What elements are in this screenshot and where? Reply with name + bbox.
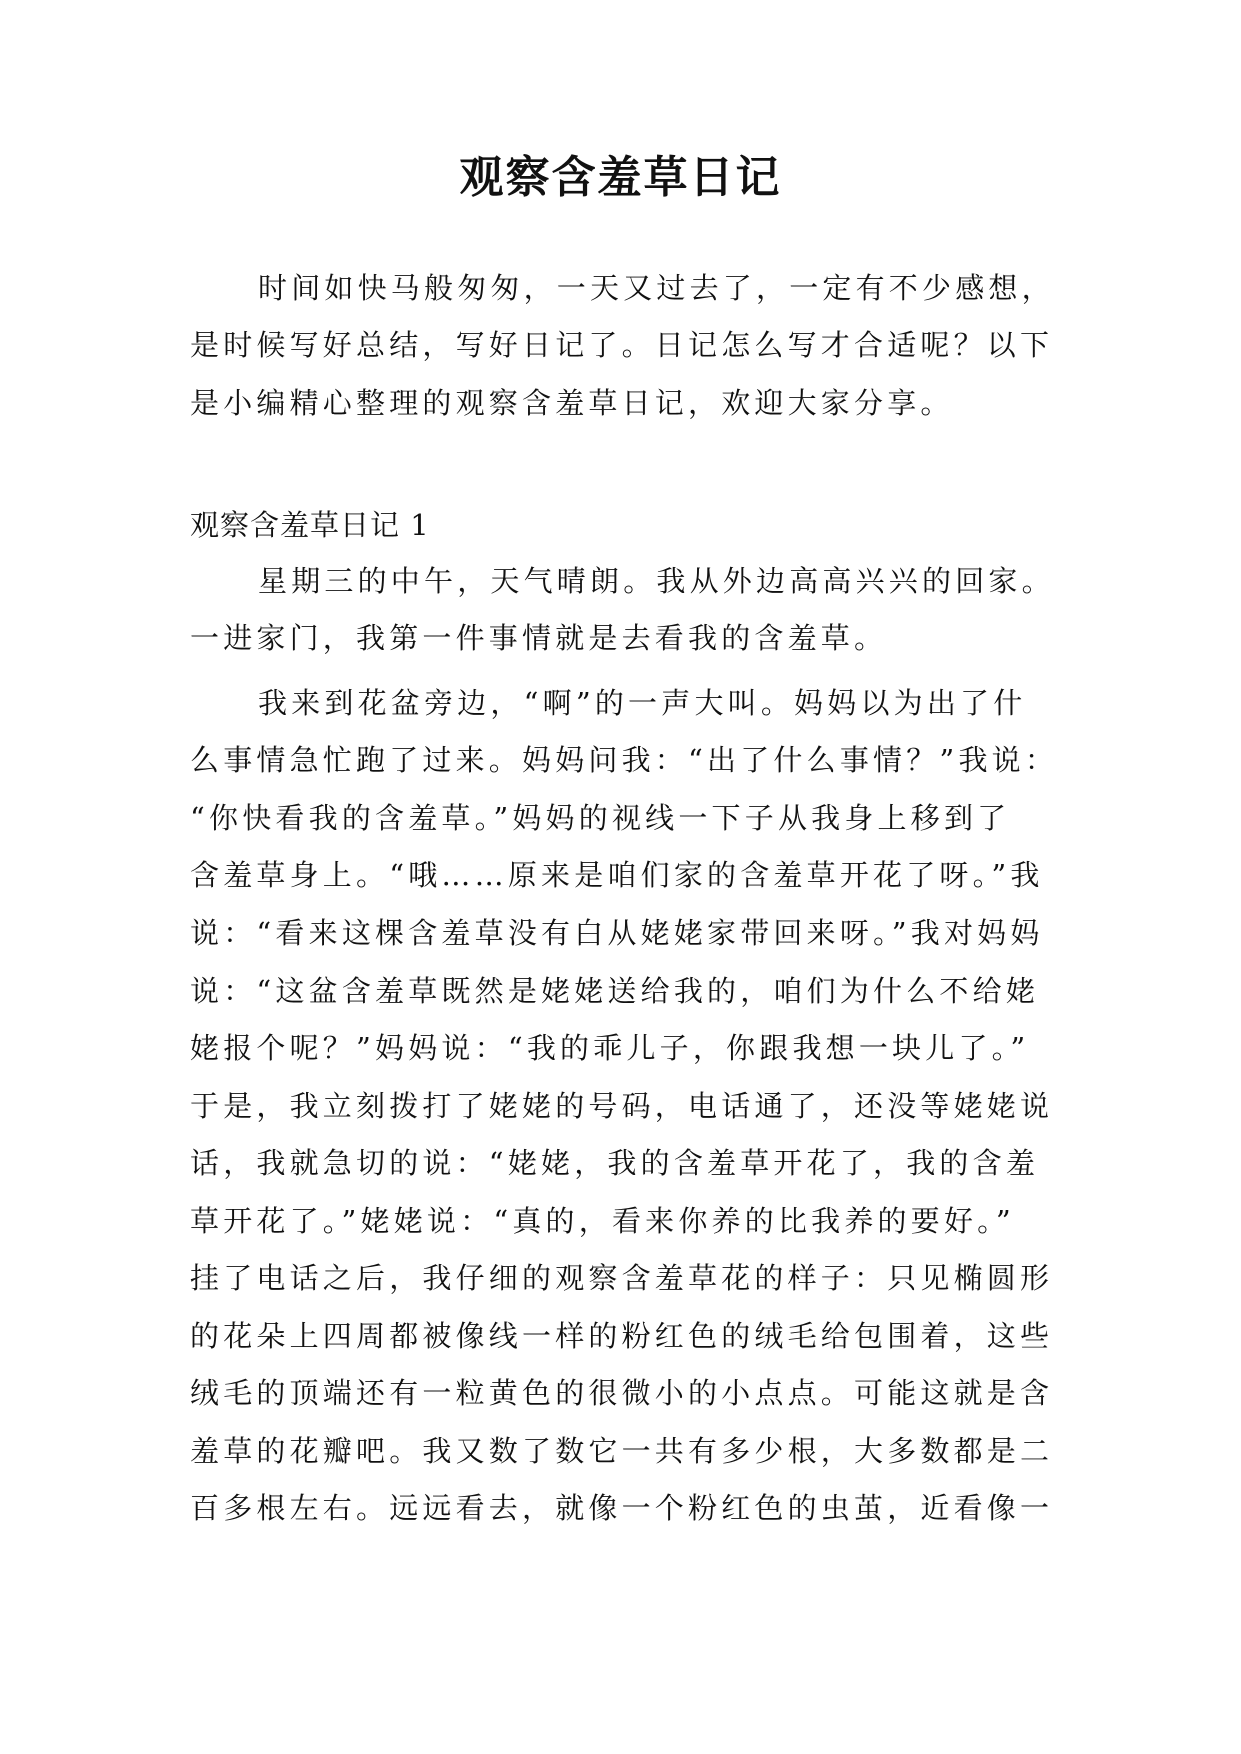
paragraph-line: 说：“看来这棵含羞草没有白从姥姥家带回来呀。”我对妈妈 xyxy=(190,916,1044,950)
paragraph-line: 的花朵上四周都被像线一样的粉红色的绒毛给包围着，这些 xyxy=(190,1319,1054,1353)
section-heading: 观察含羞草日记 1 xyxy=(190,508,430,542)
paragraph-line: 我来到花盆旁边，“啊”的一声大叫。妈妈以为出了什 xyxy=(258,686,1027,720)
intro-line: 是时候写好总结，写好日记了。日记怎么写才合适呢？以下 xyxy=(190,328,1054,362)
paragraph-line: 羞草的花瓣吧。我又数了数它一共有多少根，大多数都是二 xyxy=(190,1434,1054,1468)
intro-line: 时间如快马般匆匆，一天又过去了，一定有不少感想， xyxy=(258,271,1055,305)
paragraph-line: 挂了电话之后，我仔细的观察含羞草花的样子：只见椭圆形 xyxy=(190,1261,1054,1295)
paragraph-line: “你快看我的含羞草。”妈妈的视线一下子从我身上移到了 xyxy=(190,801,1011,835)
paragraph-line: 星期三的中午，天气晴朗。我从外边高高兴兴的回家。 xyxy=(258,564,1055,598)
paragraph-line: 说：“这盆含羞草既然是姥姥送给我的，咱们为什么不给姥 xyxy=(190,974,1040,1008)
paragraph-line: 姥报个呢？”妈妈说：“我的乖儿子，你跟我想一块儿了。” xyxy=(190,1031,1030,1065)
paragraph-line: 含羞草身上。“哦……原来是咱们家的含羞草开花了呀。”我 xyxy=(190,858,1044,892)
paragraph-line: 一进家门，我第一件事情就是去看我的含羞草。 xyxy=(190,621,888,655)
paragraph-line: 于是，我立刻拨打了姥姥的号码，电话通了，还没等姥姥说 xyxy=(190,1089,1054,1123)
paragraph-line: 话，我就急切的说：“姥姥，我的含羞草开花了，我的含羞 xyxy=(190,1146,1040,1180)
paragraph-line: 绒毛的顶端还有一粒黄色的很微小的小点点。可能这就是含 xyxy=(190,1376,1054,1410)
paragraph-line: 草开花了。”姥姥说：“真的，看来你养的比我养的要好。” xyxy=(190,1204,1015,1238)
paragraph-line: 百多根左右。远远看去，就像一个粉红色的虫茧，近看像一 xyxy=(190,1491,1054,1525)
document-title: 观察含羞草日记 xyxy=(459,152,782,203)
paragraph-line: 么事情急忙跑了过来。妈妈问我：“出了什么事情？”我说： xyxy=(190,743,1059,777)
intro-line: 是小编精心整理的观察含羞草日记，欢迎大家分享。 xyxy=(190,386,954,420)
